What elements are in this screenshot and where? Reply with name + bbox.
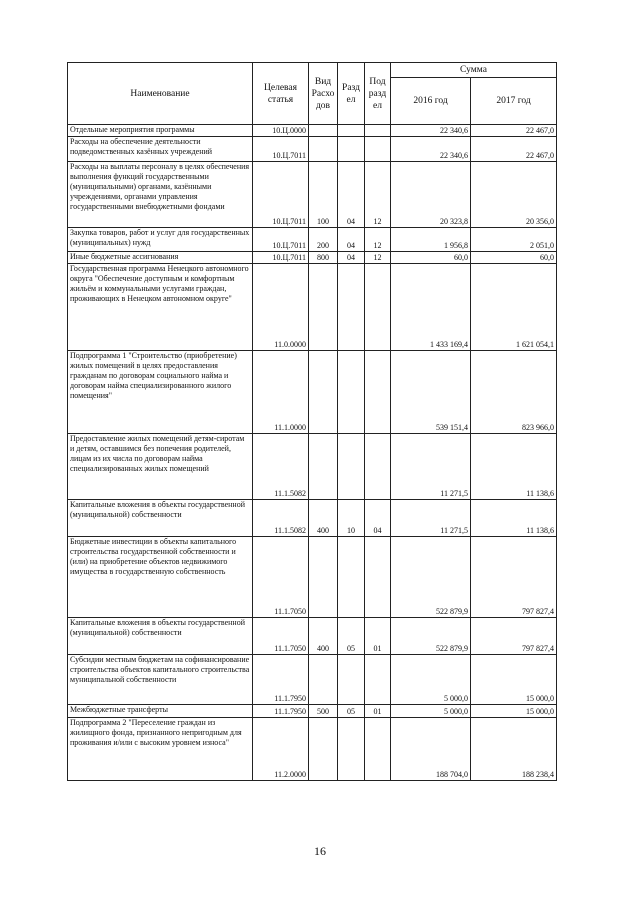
header-target: Целевая статья (253, 63, 309, 125)
table-row (68, 705, 557, 718)
budget-table (67, 62, 557, 781)
row-section (338, 137, 365, 162)
table-row (68, 228, 557, 252)
row-kind: 800 (309, 252, 338, 264)
header-year-2017: 2017 год (471, 78, 557, 125)
row-sum-2016: 188 704,0 (391, 718, 471, 781)
row-sum-2016: 22 340,6 (391, 137, 471, 162)
row-section (338, 351, 365, 434)
row-name: Отдельные мероприятия программы (68, 125, 253, 137)
row-sum-2016: 1 956,8 (391, 228, 471, 252)
row-subsection: 12 (365, 228, 391, 252)
header-year-2016: 2016 год (391, 78, 471, 125)
row-sum-2016: 22 340,6 (391, 125, 471, 137)
row-code: 10.Ц.7011 (253, 228, 309, 252)
header-name: Наименование (68, 63, 253, 125)
row-kind (309, 137, 338, 162)
table-row (68, 718, 557, 781)
row-code: 10.Ц.0000 (253, 125, 309, 137)
row-name: Подпрограмма 1 "Строительство (приобретение) жилых помещений в целях предоставления гражданам по договорам социального найма и договорам найма специализированного жилого помещения" (68, 351, 253, 434)
row-sum-2017: 797 827,4 (471, 537, 557, 618)
row-code: 11.1.5082 (253, 500, 309, 537)
row-name: Закупка товаров, работ и услуг для государственных (муниципальных) нужд (68, 228, 253, 252)
row-sum-2016: 20 323,8 (391, 162, 471, 228)
row-code: 10.Ц.7011 (253, 137, 309, 162)
row-sum-2016: 539 151,4 (391, 351, 471, 434)
row-name: Расходы на обеспечение деятельности подведомственных казённых учреждений (68, 137, 253, 162)
row-subsection (365, 264, 391, 351)
row-name: Бюджетные инвестиции в объекты капитального строительства государственной собственности и (или) на приобретение объектов недвижимого имущества в государственную собственность (68, 537, 253, 618)
row-section (338, 434, 365, 500)
row-sum-2016: 1 433 169,4 (391, 264, 471, 351)
row-name: Расходы на выплаты персоналу в целях обеспечения выполнения функций государственными (муниципальными) органами, казёнными учреждениями, органами управления государственными внебюджетными фондами (68, 162, 253, 228)
header-sum: Сумма (391, 63, 557, 78)
row-kind (309, 718, 338, 781)
row-sum-2016: 60,0 (391, 252, 471, 264)
header-subsection: Под разд ел (365, 63, 391, 125)
row-name: Субсидии местным бюджетам на софинансирование строительства объектов капитального строительства муниципальной собственности (68, 655, 253, 705)
row-sum-2017: 11 138,6 (471, 434, 557, 500)
row-code: 11.1.7050 (253, 618, 309, 655)
row-sum-2016: 522 879,9 (391, 537, 471, 618)
row-sum-2017: 15 000,0 (471, 655, 557, 705)
row-kind (309, 351, 338, 434)
row-section: 05 (338, 705, 365, 718)
table-row (68, 125, 557, 137)
row-code: 11.1.0000 (253, 351, 309, 434)
row-name: Государственная программа Ненецкого автономного округа "Обеспечение доступным и комфортным жильём и коммунальными услугами граждан, проживающих в Ненецком автономном округе" (68, 264, 253, 351)
row-section (338, 655, 365, 705)
row-kind (309, 537, 338, 618)
row-subsection: 12 (365, 162, 391, 228)
row-section (338, 718, 365, 781)
row-sum-2016: 5 000,0 (391, 655, 471, 705)
row-subsection (365, 434, 391, 500)
row-code: 11.1.5082 (253, 434, 309, 500)
row-sum-2017: 2 051,0 (471, 228, 557, 252)
row-sum-2016: 5 000,0 (391, 705, 471, 718)
row-subsection (365, 137, 391, 162)
row-section: 04 (338, 252, 365, 264)
row-code: 10.Ц.7011 (253, 162, 309, 228)
row-subsection (365, 351, 391, 434)
table-row (68, 162, 557, 228)
row-sum-2017: 22 467,0 (471, 125, 557, 137)
row-kind (309, 434, 338, 500)
row-section: 04 (338, 162, 365, 228)
table-row (68, 655, 557, 705)
row-subsection (365, 718, 391, 781)
row-subsection: 12 (365, 252, 391, 264)
header-row-top (68, 63, 557, 78)
row-code: 11.1.7950 (253, 705, 309, 718)
table-row (68, 434, 557, 500)
table-row (68, 252, 557, 264)
row-name: Капитальные вложения в объекты государственной (муниципальной) собственности (68, 618, 253, 655)
row-name: Межбюджетные трансферты (68, 705, 253, 718)
row-section: 04 (338, 228, 365, 252)
table-row (68, 618, 557, 655)
row-kind: 500 (309, 705, 338, 718)
row-sum-2017: 22 467,0 (471, 137, 557, 162)
row-section (338, 125, 365, 137)
row-name: Капитальные вложения в объекты государственной (муниципальной) собственности (68, 500, 253, 537)
row-section: 05 (338, 618, 365, 655)
row-subsection: 01 (365, 705, 391, 718)
row-subsection (365, 655, 391, 705)
row-kind: 100 (309, 162, 338, 228)
row-subsection (365, 125, 391, 137)
row-sum-2016: 11 271,5 (391, 500, 471, 537)
row-kind (309, 655, 338, 705)
row-kind: 400 (309, 500, 338, 537)
table-row (68, 137, 557, 162)
table-row (68, 264, 557, 351)
row-section: 10 (338, 500, 365, 537)
header-kind: Вид Расхо дов (309, 63, 338, 125)
row-name: Подпрограмма 2 "Переселение граждан из жилищного фонда, признанного непригодным для проживания и/или с высоким уровнем износа" (68, 718, 253, 781)
page-number: 16 (314, 844, 326, 858)
row-code: 11.1.7950 (253, 655, 309, 705)
row-kind (309, 264, 338, 351)
row-sum-2016: 522 879,9 (391, 618, 471, 655)
row-code: 11.2.0000 (253, 718, 309, 781)
row-kind: 400 (309, 618, 338, 655)
row-code: 11.1.7050 (253, 537, 309, 618)
table-row (68, 537, 557, 618)
row-sum-2016: 11 271,5 (391, 434, 471, 500)
table-body (68, 125, 557, 781)
row-name: Предоставление жилых помещений детям-сиротам и детям, оставшимся без попечения родителей, лицам из их числа по договорам найма специализированных жилых помещений (68, 434, 253, 500)
row-section (338, 264, 365, 351)
row-sum-2017: 11 138,6 (471, 500, 557, 537)
row-subsection: 01 (365, 618, 391, 655)
row-sum-2017: 20 356,0 (471, 162, 557, 228)
table-row (68, 351, 557, 434)
row-sum-2017: 60,0 (471, 252, 557, 264)
row-kind: 200 (309, 228, 338, 252)
row-subsection: 04 (365, 500, 391, 537)
row-sum-2017: 15 000,0 (471, 705, 557, 718)
row-code: 10.Ц.7011 (253, 252, 309, 264)
row-name: Иные бюджетные ассигнования (68, 252, 253, 264)
row-section (338, 537, 365, 618)
row-kind (309, 125, 338, 137)
row-sum-2017: 188 238,4 (471, 718, 557, 781)
row-sum-2017: 797 827,4 (471, 618, 557, 655)
row-sum-2017: 823 966,0 (471, 351, 557, 434)
header-section: Разд ел (338, 63, 365, 125)
table-row (68, 500, 557, 537)
row-subsection (365, 537, 391, 618)
row-code: 11.0.0000 (253, 264, 309, 351)
row-sum-2017: 1 621 054,1 (471, 264, 557, 351)
